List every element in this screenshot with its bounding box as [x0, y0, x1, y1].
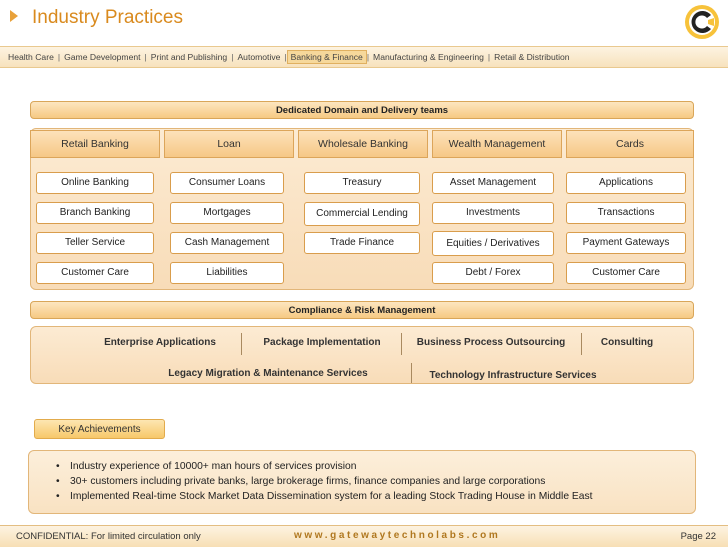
bullet-icon: • [56, 491, 60, 502]
cell-teller-service: Teller Service [36, 232, 154, 254]
domain-teams-bar: Dedicated Domain and Delivery teams [30, 101, 694, 119]
cell-trade-finance: Trade Finance [304, 232, 420, 254]
service-divider [411, 363, 412, 383]
nav-health-care[interactable]: Health Care [8, 52, 54, 62]
cell-mortgages: Mortgages [170, 202, 284, 224]
list-item: • Implemented Real-time Stock Market Data Dissemination system for a leading Stock Trading House in Middle East [56, 491, 593, 502]
bullet-arrow-icon [10, 10, 18, 22]
cell-consumer-loans: Consumer Loans [170, 172, 284, 194]
key-achievements-tab: Key Achievements [34, 419, 165, 439]
bullet-icon: • [56, 476, 60, 487]
footer [0, 525, 728, 547]
cell-customer-care-retail: Customer Care [36, 262, 154, 284]
cell-online-banking: Online Banking [36, 172, 154, 194]
nav-manufacturing-engineering[interactable]: Manufacturing & Engineering [373, 52, 484, 62]
service-enterprise-applications: Enterprise Applications [104, 337, 216, 348]
service-divider [581, 333, 582, 355]
cell-liabilities: Liabilities [170, 262, 284, 284]
cell-transactions: Transactions [566, 202, 686, 224]
list-item: • 30+ customers including private banks, large brokerage firms, finance companies and large corporations [56, 476, 546, 487]
column-head-retail-banking: Retail Banking [30, 130, 160, 158]
company-logo-icon [684, 4, 720, 40]
nav-print-publishing[interactable]: Print and Publishing [150, 52, 228, 62]
column-head-loan: Loan [164, 130, 294, 158]
cell-asset-management: Asset Management [432, 172, 554, 194]
cell-treasury: Treasury [304, 172, 420, 194]
nav-game-development[interactable]: Game Development [64, 52, 141, 62]
compliance-bar: Compliance & Risk Management [30, 301, 694, 319]
list-item: • Industry experience of 10000+ man hours of services provision [56, 461, 357, 472]
service-business-process-outsourcing: Business Process Outsourcing [416, 337, 566, 348]
nav-retail-distribution[interactable]: Retail & Distribution [494, 52, 570, 62]
cell-applications: Applications [566, 172, 686, 194]
column-head-wealth-management: Wealth Management [432, 130, 562, 158]
cell-debt-forex: Debt / Forex [432, 262, 554, 284]
confidential-notice: CONFIDENTIAL: For limited circulation only [16, 531, 201, 542]
cell-payment-gateways: Payment Gateways [566, 232, 686, 254]
achievements-list [56, 459, 593, 504]
page-title: Industry Practices [32, 7, 183, 28]
service-technology-infrastructure: Technology Infrastructure Services [429, 370, 597, 381]
service-consulting: Consulting [600, 337, 654, 348]
cell-commercial-lending: Commercial Lending [304, 202, 420, 226]
service-divider [241, 333, 242, 355]
cell-equities-derivatives: Equities / Derivatives [432, 231, 554, 256]
bullet-icon: • [56, 461, 60, 472]
cell-customer-care-cards: Customer Care [566, 262, 686, 284]
nav-banking-finance[interactable]: Banking & Finance [287, 50, 367, 64]
cell-cash-management: Cash Management [170, 232, 284, 254]
column-head-cards: Cards [566, 130, 694, 158]
page-number: Page 22 [680, 531, 716, 542]
title-bar [0, 0, 728, 44]
cell-branch-banking: Branch Banking [36, 202, 154, 224]
service-package-implementation: Package Implementation [263, 337, 381, 348]
cell-investments: Investments [432, 202, 554, 224]
column-head-wholesale-banking: Wholesale Banking [298, 130, 428, 158]
industry-nav: Health Care | Game Development | Print and Publishing | Automotive | Banking & Finance | Manufacturing & Engineering | Retail & Distribution [0, 46, 728, 68]
service-legacy-migration: Legacy Migration & Maintenance Services [168, 368, 368, 379]
nav-automotive[interactable]: Automotive [237, 52, 281, 62]
website-link[interactable]: www.gatewaytechnolabs.com [294, 530, 501, 541]
